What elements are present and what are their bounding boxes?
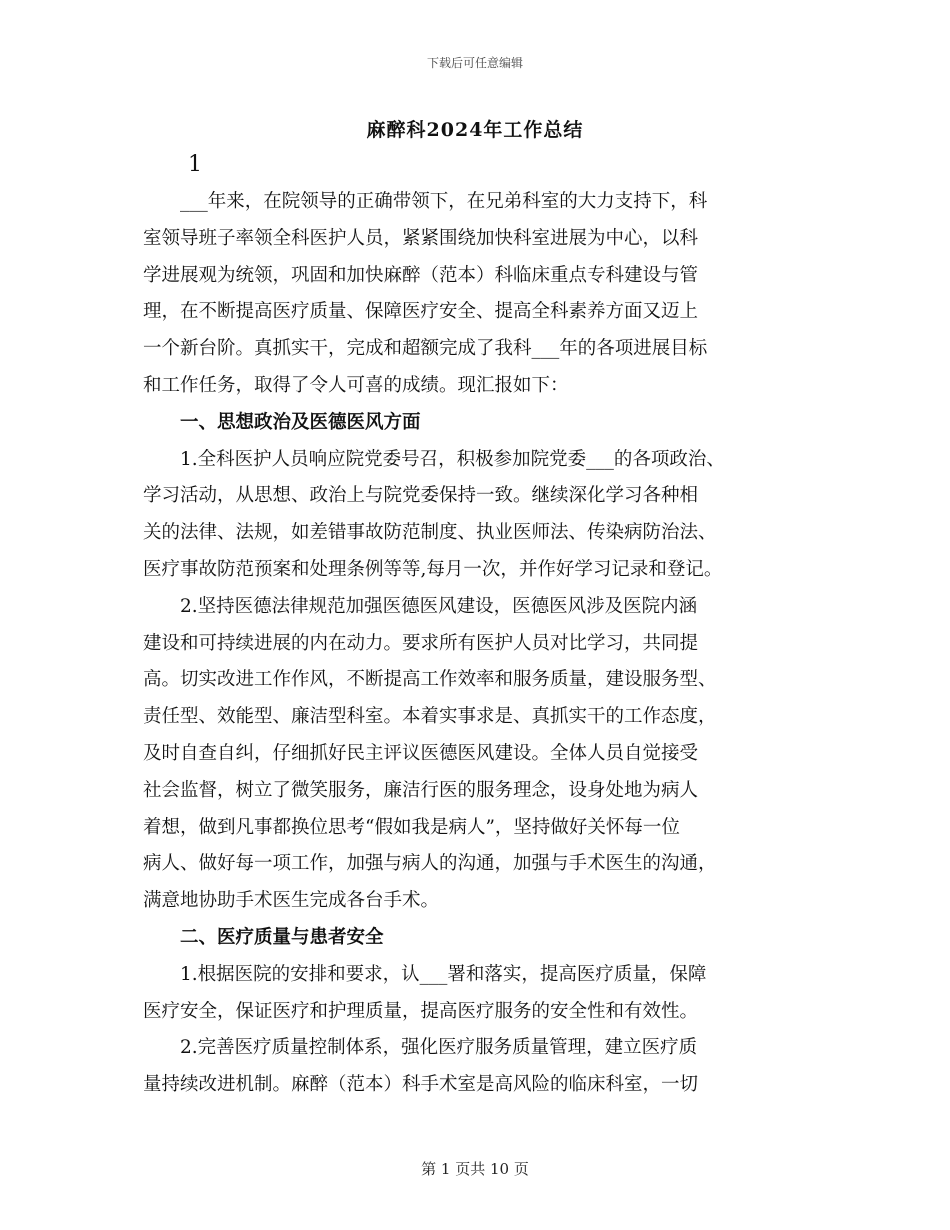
body-line: 学习活动，从思想、政治上与院党委保持一致。继续深化学习各种相 — [143, 485, 699, 507]
body-line: 2.坚持医德法律规范加强医德医风建设，医德医风涉及医院内涵 — [143, 595, 698, 617]
body-line: 责任型、效能型、廉洁型科室。本着实事求是、真抓实干的工作态度， — [143, 706, 717, 728]
document-title: 麻醉科2024年工作总结 — [366, 119, 584, 141]
body-line: 医疗安全，保证医疗和护理质量，提高医疗服务的安全性和有效性。 — [143, 1000, 699, 1022]
body-line: 1.根据医院的安排和要求，认___署和落实，提高医疗质量，保障 — [143, 963, 707, 985]
body-line: 学进展观为统领，巩固和加快麻醉（范本）科临床重点专科建设与管 — [143, 264, 699, 286]
body-line: 社会监督，树立了微笑服务，廉洁行医的服务理念，设身处地为病人 — [143, 779, 699, 801]
body-line: 着想，做到凡事都换位思考“假如我是病人”，坚持做好关怀每一位 — [143, 816, 680, 838]
body-line: 室领导班子率领全科医护人员，紧紧围绕加快科室进展为中心，以科 — [143, 227, 699, 249]
document-body — [143, 184, 813, 1104]
body-line: 理，在不断提高医疗质量、保障医疗安全、提高全科素养方面又迈上 — [143, 301, 699, 323]
section-number: 1 — [188, 152, 202, 177]
body-line: 2.完善医疗质量控制体系，强化医疗服务质量管理，建立医疗质 — [143, 1037, 698, 1059]
page-header: 下载后可任意编辑 — [426, 56, 523, 70]
section-heading: 二、医疗质量与患者安全 — [143, 926, 384, 948]
body-line: 关的法律、法规，如差错事故防范制度、执业医师法、传染病防治法、 — [143, 522, 717, 544]
body-line: ___年来，在院领导的正确带领下，在兄弟科室的大力支持下，科 — [143, 191, 708, 212]
section-heading: 一、思想政治及医德医风方面 — [143, 411, 421, 433]
body-line: 量持续改进机制。麻醉（范本）科手术室是高风险的临床科室，一切 — [143, 1074, 699, 1096]
body-line: 建设和可持续进展的内在动力。要求所有医护人员对比学习，共同提 — [143, 632, 699, 654]
page-footer: 第 1 页共 10 页 — [421, 1160, 529, 1178]
body-line: 满意地协助手术医生完成各台手术。 — [143, 890, 440, 912]
body-line: 医疗事故防范预案和处理条例等等,每月一次，并作好学习记录和登记。 — [143, 558, 723, 580]
body-line: 及时自查自纠，仔细抓好民主评议医德医风建设。全体人员自觉接受 — [143, 742, 699, 764]
body-line: 病人、做好每一项工作，加强与病人的沟通，加强与手术医生的沟通， — [143, 853, 717, 875]
body-line: 和工作任务，取得了令人可喜的成绩。现汇报如下： — [143, 374, 569, 396]
body-line: 高。切实改进工作作风，不断提高工作效率和服务质量，建设服务型、 — [143, 669, 717, 691]
body-line: 一个新台阶。真抓实干，完成和超额完成了我科___年的各项进展目标 — [143, 338, 708, 360]
body-line: 1.全科医护人员响应院党委号召，积极参加院党委___的各项政治、 — [143, 448, 725, 470]
